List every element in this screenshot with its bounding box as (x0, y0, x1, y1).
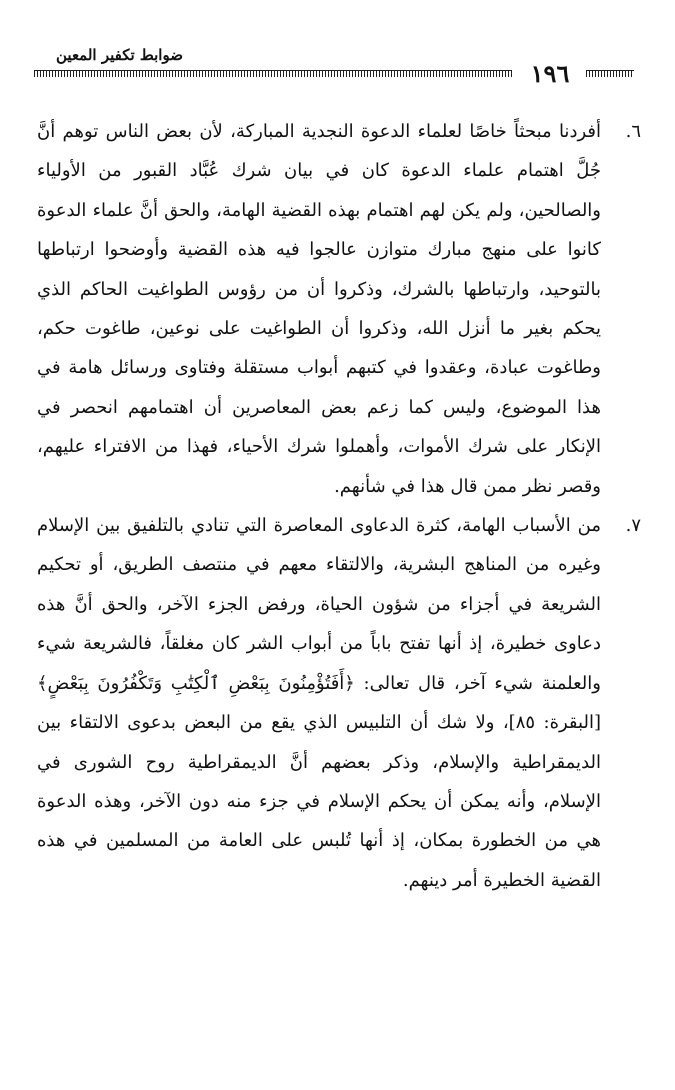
running-title: ضوابط تكفير المعين (56, 46, 183, 64)
page-header (34, 44, 634, 94)
numbered-paragraph (37, 506, 641, 900)
paragraph-text: أفردنا مبحثاً خاصًا لعلماء الدعوة النجدية المباركة، لأن بعض الناس توهم أنَّ جُلَّ اهتمام علماء الدعوة كان في بيان شرك عُبَّاد القبور من الأولياء والصالحين، ولم يكن لهم اهتمام بهذه القضية الهامة، والحق أنَّ علماء الدعوة كانوا على منهج مبارك متوازن عالجوا فيه هذه القضية وأوضحوا ارتباطها بالتوحيد، وارتباطها بالشرك، وذكروا أن من رؤوس الطواغيت الحاكم الذي يحكم بغير ما أنزل الله، وذكروا أن الطواغيت على نوعين، طاغوت حكم، وطاغوت عبادة، وعقدوا في كتبهم أبواب مستقلة وفتاوى ورسائل هامة في هذا الموضوع، وليس كما زعم بعض المعاصرين أن اهتمامهم انحصر في الإنكار على شرك الأموات، وأهملوا شرك الأحياء، فهذا من الافتراء عليهم، وقصر نظر ممن قال هذا في شأنهم. (37, 121, 601, 497)
page-body (37, 112, 641, 900)
header-rule-right (586, 70, 634, 83)
paragraph-text: من الأسباب الهامة، كثرة الدعاوى المعاصرة التي تنادي بالتلفيق بين الإسلام وغيره من المناهج البشرية، والالتقاء معهم في منتصف الطريق، أو تحكيم الشريعة في أجزاء من شؤون الحياة، ورفض الجزء الآخر، والحق أنَّ هذه دعاوى خطيرة، إذ أنها تفتح باباً من أبواب الشر كان مغلقاً، فالشريعة شيء والعلمنة شيء آخر، قال تعالى: ﴿أَفَتُؤْمِنُونَ بِبَعْضِ ٱلْكِتَٰبِ وَتَكْفُرُونَ بِبَعْضٍ﴾ [البقرة: ٨٥]، ولا شك أن التلبيس الذي يقع من البعض بدعوى الالتقاء بين الديمقراطية والإسلام، وذكر بعضهم أنَّ الديمقراطية روح الشورى في الإسلام، وأنه يمكن أن يحكم الإسلام في جزء منه دون الآخر، وهذه الدعوة هي من الخطورة بمكان، إذ أنها تُلبس على العامة من المسلمين في هذه القضية الخطيرة أمر دينهم. (37, 515, 601, 891)
numbered-paragraph (37, 112, 641, 506)
paragraph-number: ٧. (625, 515, 641, 537)
header-rule-left (34, 70, 512, 83)
page-number: ١٩٦ (530, 59, 570, 88)
paragraph-number: ٦. (625, 121, 641, 142)
